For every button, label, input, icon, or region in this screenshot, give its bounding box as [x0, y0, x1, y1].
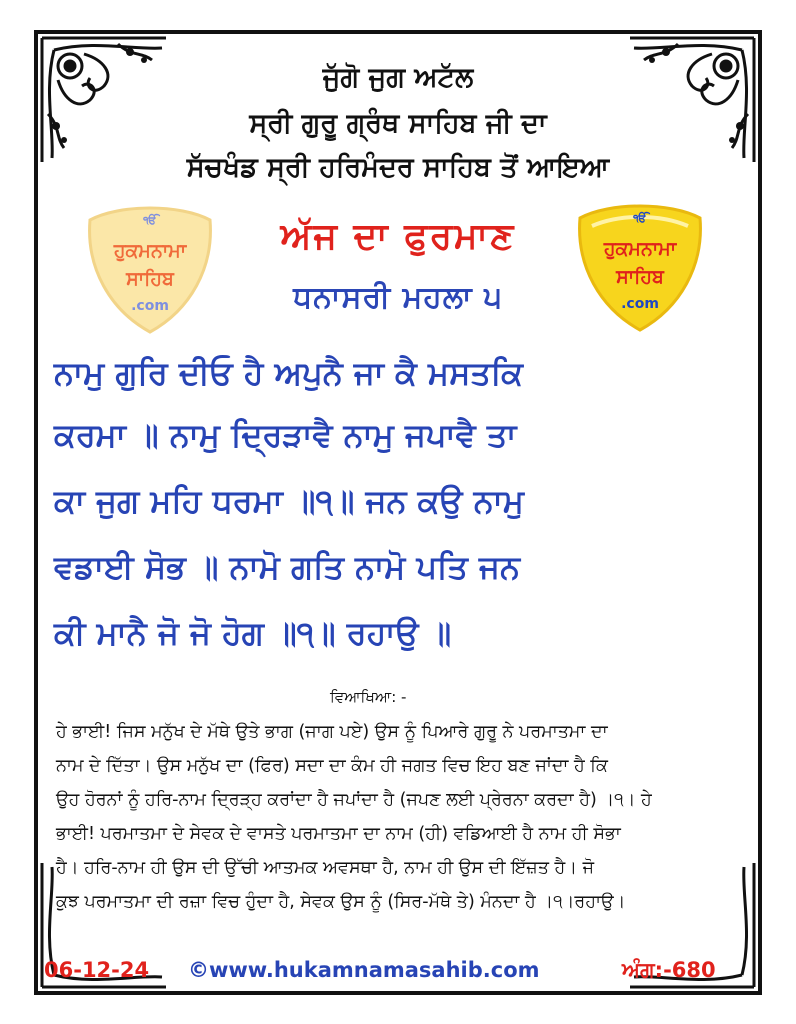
vyakhya-line: ਹੇ ਭਾਈ! ਜਿਸ ਮਨੁੱਖ ਦੇ ਮੱਥੇ ਉਤੇ ਭਾਗ (ਜਾਗ ਪਏ) ਉਸ ਨੂੰ ਪਿਆਰੇ ਗੁਰੂ ਨੇ ਪਰਮਾਤਮਾ ਦਾ: [56, 722, 608, 742]
raag-heading: ਧਨਾਸਰੀ ਮਹਲਾ ੫: [293, 280, 503, 315]
logo-ik-onkar: ੴ: [633, 212, 647, 225]
logo-text-line-3: .com: [131, 298, 169, 314]
shabad-line: ਵਡਾਈ ਸੋਭ ॥ ਨਾਮੋ ਗਤਿ ਨਾਮੋ ਪਤਿ ਜਨ: [54, 548, 520, 586]
logo-text-line-2: ਸਾਹਿਬ: [126, 268, 174, 290]
logo-text-line-1: ਹੁਕਮਨਾਮਾ: [113, 240, 187, 262]
shabad-line: ਨਾਮੁ ਗੁਰਿ ਦੀਓ ਹੈ ਅਪੁਨੈ ਜਾ ਕੈ ਮਸਤਕਿ: [54, 354, 523, 392]
logo-text-line-3: .com: [621, 296, 659, 312]
footer-ang-number: ਅੰਗ:-680: [622, 958, 716, 982]
logo-text-line-2: ਸਾਹਿਬ: [616, 266, 664, 288]
logo-text-line-1: ਹੁਕਮਨਾਮਾ: [603, 238, 677, 260]
footer-website-link[interactable]: ©www.hukamnamasahib.com: [188, 958, 540, 982]
vyakhya-line: ਭਾਈ! ਪਰਮਾਤਮਾ ਦੇ ਸੇਵਕ ਦੇ ਵਾਸਤੇ ਪਰਮਾਤਮਾ ਦਾ ਨਾਮ (ਹੀ) ਵਡਿਆਈ ਹੈ ਨਾਮ ਹੀ ਸੋਭਾ: [56, 824, 621, 844]
footer-date: 06-12-24: [44, 958, 150, 982]
vyakhya-line: ਕੁਝ ਪਰਮਾਤਮਾ ਦੀ ਰਜ਼ਾ ਵਿਚ ਹੁੰਦਾ ਹੈ, ਸੇਵਕ ਉਸ ਨੂੰ (ਸਿਰ-ਮੱਥੇ ਤੇ) ਮੰਨਦਾ ਹੈ ।੧।ਰਹਾਉ।: [56, 892, 626, 912]
vyakhya-label: ਵਿਆਖਿਆ: -: [330, 688, 407, 706]
header-line-2: ਸ੍ਰੀ ਗੁਰੂ ਗ੍ਰੰਥ ਸਾਹਿਬ ਜੀ ਦਾ: [249, 108, 547, 139]
page-title: ਅੱਜ ਦਾ ਫੁਰਮਾਣ: [280, 216, 516, 257]
vyakhya-line: ਉਹ ਹੋਰਨਾਂ ਨੂੰ ਹਰਿ-ਨਾਮ ਦ੍ਰਿੜ੍ਹ ਕਰਾਂਦਾ ਹੈ ਜਪਾਂਦਾ ਹੈ (ਜਪਣ ਲਈ ਪ੍ਰੇਰਨਾ ਕਰਦਾ ਹੈ) ।੧। ਹੇ: [56, 790, 652, 810]
header-line-3: ਸੱਚਖੰਡ ਸ੍ਰੀ ਹਰਿਮੰਦਰ ਸਾਹਿਬ ਤੋਂ ਆਇਆ: [186, 152, 610, 183]
shabad-line: ਕਰਮਾ ॥ ਨਾਮੁ ਦ੍ਰਿੜਾਵੈ ਨਾਮੁ ਜਪਾਵੈ ਤਾ: [54, 416, 517, 454]
vyakhya-line: ਨਾਮ ਦੇ ਦਿੱਤਾ। ਉਸ ਮਨੁੱਖ ਦਾ (ਫਿਰ) ਸਦਾ ਦਾ ਕੰਮ ਹੀ ਜਗਤ ਵਿਚ ਇਹ ਬਣ ਜਾਂਦਾ ਹੈ ਕਿ: [56, 756, 608, 776]
corner-ornament-top-left: [34, 30, 174, 170]
corner-ornament-top-right: [622, 30, 762, 170]
header-line-1: ਜੁੱਗੋ ਜੁਗ ਅਟੱਲ: [322, 62, 474, 93]
shabad-line: ਕੀ ਮਾਨੈ ਜੋ ਜੋ ਹੋਗ ॥੧॥ ਰਹਾਉ ॥: [54, 614, 452, 652]
logo-ik-onkar: ੴ: [143, 214, 157, 227]
vyakhya-line: ਹੈ। ਹਰਿ-ਨਾਮ ਹੀ ਉਸ ਦੀ ਉੱਚੀ ਆਤਮਕ ਅਵਸਥਾ ਹੈ, ਨਾਮ ਹੀ ਉਸ ਦੀ ਇੱਜ਼ਤ ਹੈ। ਜੋ: [56, 858, 594, 878]
shabad-line: ਕਾ ਜੁਗ ਮਹਿ ਧਰਮਾ ॥੧॥ ਜਨ ਕਉ ਨਾਮੁ: [54, 482, 524, 520]
